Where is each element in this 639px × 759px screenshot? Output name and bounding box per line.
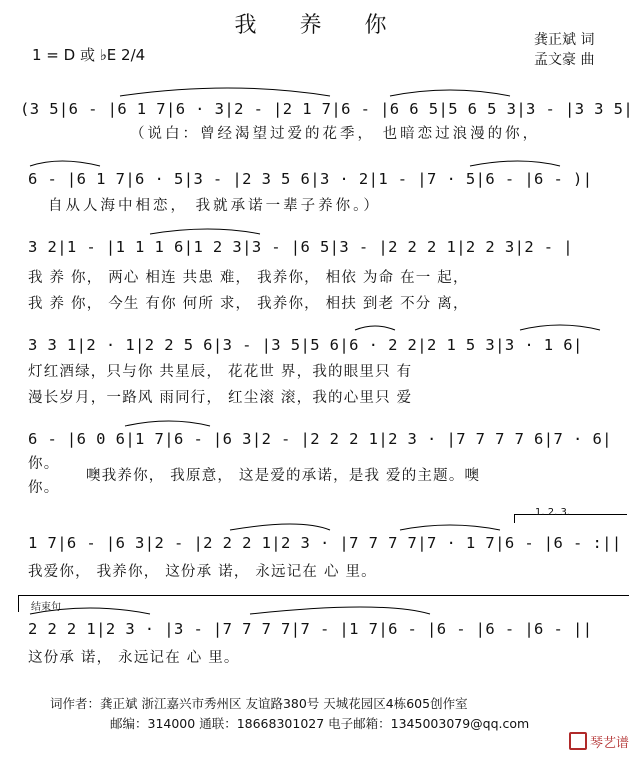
logo-icon (569, 732, 587, 750)
volta-label: 1. 2. 3. (535, 507, 570, 518)
logo-text: 琴艺谱 (589, 736, 629, 751)
notation-row: 3 3 1|2 · 1|2 2 5 6|3 - |3 5|5 6|6 · 2 2|2 1 5 3|3 · 1 6| (28, 336, 583, 354)
notation-row: 2 2 2 1|2 3 · |3 - |7 7 7 7|7 - |1 7|6 - |6 - |6 - |6 - || (28, 620, 593, 638)
key-signature: 1 = D 或 ♭E 2/4 (32, 46, 146, 64)
lyric-row: 这份承 诺， 永远记在 心 里。 (28, 650, 240, 666)
ending-label: 结束句 (31, 598, 61, 613)
lyric-row: 我 养 你， 两心 相连 共患 难， 我养你， 相依 为命 在一 起， (28, 270, 469, 286)
lyricist-credit: 龚正斌 词 (534, 32, 595, 48)
lyric-row: 你。 (28, 456, 60, 472)
footer-contact: 邮编：314000 通联：18668301027 电子邮箱：1345003079@qq.com (110, 716, 530, 731)
lyric-row: 自从人海中相恋， 我就承诺一辈子养你。） (48, 198, 381, 214)
lyric-row: 我爱你， 我养你， 这份承 诺， 永远记在 心 里。 (28, 564, 377, 580)
lyric-row: 我 养 你， 今生 有你 何所 求， 我养你， 相扶 到老 不分 离， (28, 296, 469, 312)
notation-row: 6 - |6 0 6|1 7|6 - |6 3|2 - |2 2 2 1|2 3 · |7 7 7 7 6|7 · 6| (28, 430, 612, 448)
lyric-row: 噢我养你， 我原意， 这是爱的承诺，是我 爱的主题。噢 (86, 468, 481, 484)
lyric-row: （说白：曾经渴望过爱的花季， 也暗恋过浪漫的你， (130, 126, 541, 142)
notation-row: 1 7|6 - |6 3|2 - |2 2 2 1|2 3 · |7 7 7 7|7 · 1 7|6 - |6 - :|| (28, 534, 622, 552)
notation-row: 6 - |6 1 7|6 · 5|3 - |2 3 5 6|3 · 2|1 - |7 · 5|6 - |6 - )| (28, 170, 593, 188)
site-logo (569, 732, 629, 751)
song-title: 我 养 你 (234, 13, 405, 38)
notation-row: 3 2|1 - |1 1 1 6|1 2 3|3 - |6 5|3 - |2 2 2 1|2 2 3|2 - | (28, 238, 573, 256)
lyric-row: 你。 (28, 480, 60, 496)
composer-credit: 孟文豪 曲 (534, 52, 595, 68)
footer-address: 词作者：龚正斌 浙江嘉兴市秀州区 友谊路380号 天城花园区4栋605创作室 (50, 696, 468, 711)
lyric-row: 漫长岁月，一路风 雨同行， 红尘滚 滚，我的心里只 爱 (28, 390, 413, 406)
lyric-row: 灯红酒绿，只与你 共星辰， 花花世 界，我的眼里只 有 (28, 364, 413, 380)
notation-row: (3 5|6 - |6 1 7|6 · 3|2 - |2 1 7|6 - |6 6 5|5 6 5 3|3 - |3 3 5| (20, 100, 634, 118)
